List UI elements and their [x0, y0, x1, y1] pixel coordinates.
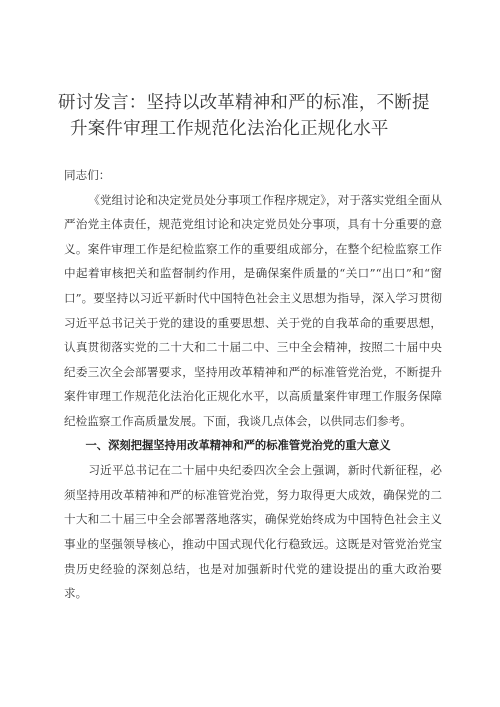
- title-line-1: 研讨发言：坚持以改革精神和严的标准，不断提: [58, 93, 430, 113]
- paragraph-intro: 《党组讨论和决定党员处分事项工作程序规定》，对于落实党组全面从严治党主体责任，规范党组讨论和决定党员处分事项，具有十分重要的意义。案件审理工作是纪检监察工作的重要组成部分，在整个纪检监察工作中起着审核把关和监督制约作用，是确保案件质量的“关口”“出口”和“窗口”。要坚持以习近平新时代中国特色社会主义思想为指导，深入学习贯彻习近平总书记关于党的建设的重要思想、关于党的自我革命的重要思想，认真贯彻落实党的二十大和二十届二中、三中全会精神，按照二十届中央纪委三次全会部署要求，坚持用改革精神和严的标准管党治党，不断提升案件审理工作规范化法治化正规化水平，以高质量案件审理工作服务保障纪检监察工作高质量发展。下面，我谈几点体会，以供同志们参考。: [64, 192, 442, 428]
- paragraph-section-1: 习近平总书记在二十届中央纪委四次全会上强调，新时代新征程，必须坚持用改革精神和严的标准管党治党，努力取得更大成效，确保党的二十大和二十届三中全会部署落地落实，确保党始终成为中国特色社会主义事业的坚强领导核心，推动中国式现代化行稳致远。这既是对管党治党宝贵历史经验的深刻总结，也是对加强新时代党的建设提出的重大政治要求。: [64, 463, 442, 601]
- document-body: [64, 163, 442, 606]
- title-line-2: 升案件审理工作规范化法治化正规化水平: [70, 119, 389, 139]
- salutation: 同志们：: [64, 168, 111, 182]
- document-title: [58, 90, 448, 142]
- section-heading-1: 一、深刻把握坚持用改革精神和严的标准管党治党的重大意义: [85, 438, 391, 452]
